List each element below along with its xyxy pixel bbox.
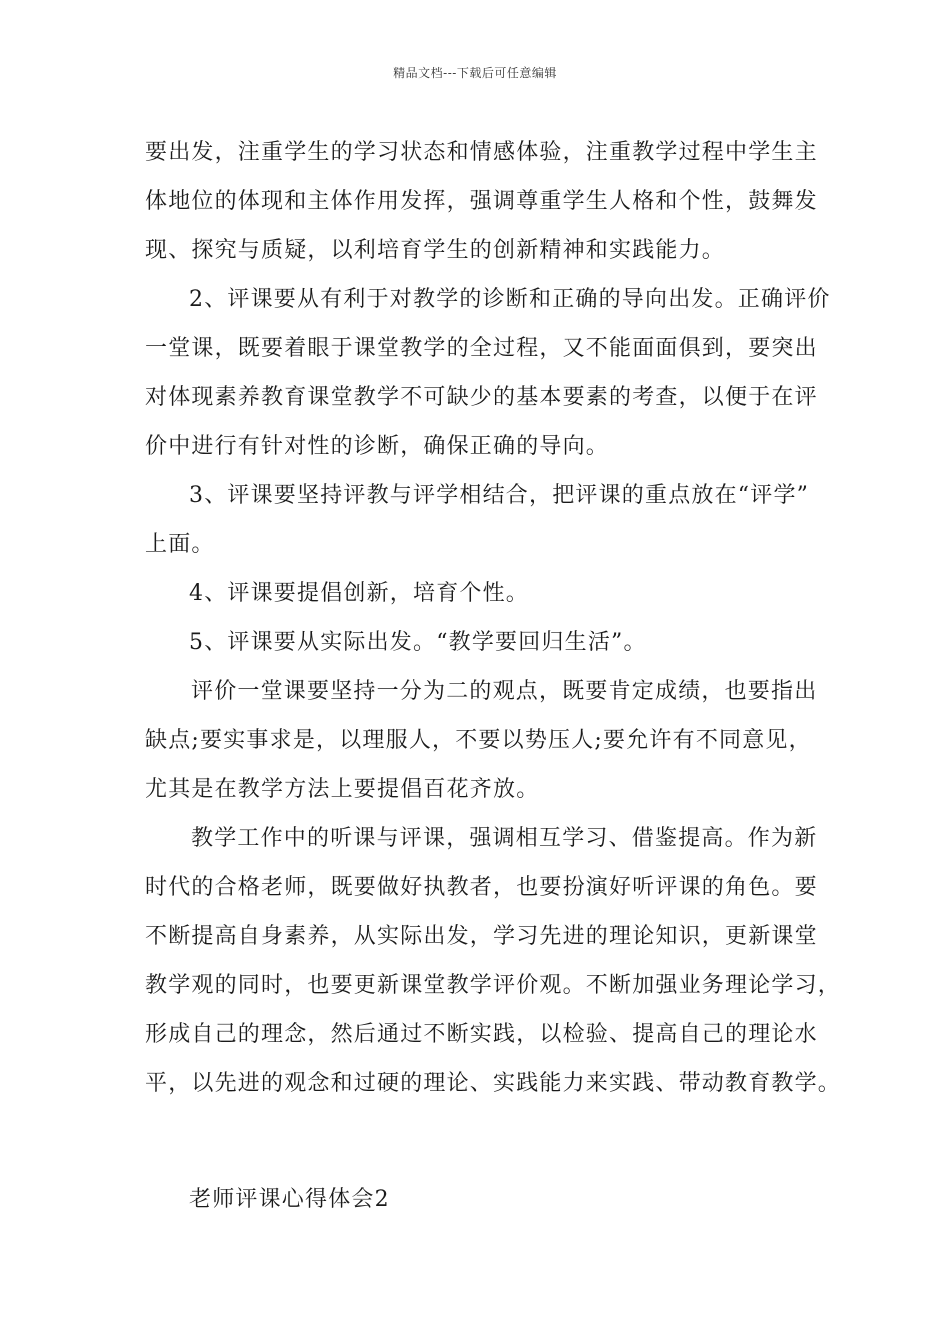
text-line: 价中进行有针对性的诊断，确保正确的导向。 [145, 434, 610, 459]
section-title: 老师评课心得体会2 [189, 1187, 390, 1212]
text-line: 形成自己的理念，然后通过不断实践，以检验、提高自己的理论水 [145, 1022, 818, 1047]
text-line: 要出发，注重学生的学习状态和情感体验，注重教学过程中学生主 [145, 140, 818, 165]
paragraph [145, 275, 831, 471]
text-line: 现、探究与质疑，以利培育学生的创新精神和实践能力。 [145, 238, 726, 263]
text-line: 教学观的同时，也要更新课堂教学评价观。不断加强业务理论学习， [145, 973, 842, 998]
text-line: 评价一堂课要坚持一分为二的观点，既要肯定成绩，也要指出 [191, 679, 818, 704]
paragraph [145, 618, 810, 667]
text-line: 4、评课要提倡创新，培育个性。 [189, 581, 529, 606]
text-line: 对体现素养教育课堂教学不可缺少的基本要素的考查，以便于在评 [145, 385, 818, 410]
text-line: 缺点;要实事求是，以理服人，不要以势压人;要允许有不同意见， [145, 728, 812, 753]
text-line: 尤其是在教学方法上要提倡百花齐放。 [145, 777, 540, 802]
text-line: 上面。 [145, 532, 215, 557]
text-line: 不断提高自身素养，从实际出发，学习先进的理论知识，更新课堂 [145, 924, 818, 949]
text-line: 2、评课要从有利于对教学的诊断和正确的导向出发。正确评价 [189, 287, 831, 312]
text-line: 体地位的体现和主体作用发挥，强调尊重学生人格和个性，鼓舞发 [145, 189, 818, 214]
text-line: 教学工作中的听课与评课，强调相互学习、借鉴提高。作为新 [191, 826, 818, 851]
paragraph [145, 667, 818, 814]
text-line: 平，以先进的观念和过硬的理论、实践能力来实践、带动教育教学。 [145, 1071, 842, 1096]
text-line: 一堂课，既要着眼于课堂教学的全过程，又不能面面俱到，要突出 [145, 336, 818, 361]
paragraph [145, 569, 810, 618]
text-line: 时代的合格老师，既要做好执教者，也要扮演好听评课的角色。要 [145, 875, 818, 900]
paragraph [145, 471, 810, 569]
text-line: 3、评课要坚持评教与评学相结合，把评课的重点放在“评学” [189, 483, 810, 508]
document-body [145, 128, 842, 1108]
page-header: 精品文档---下载后可任意编辑 [393, 66, 557, 80]
paragraph [145, 814, 842, 1108]
text-line: 5、评课要从实际出发。“教学要回归生活”。 [189, 630, 647, 655]
paragraph [145, 128, 818, 275]
